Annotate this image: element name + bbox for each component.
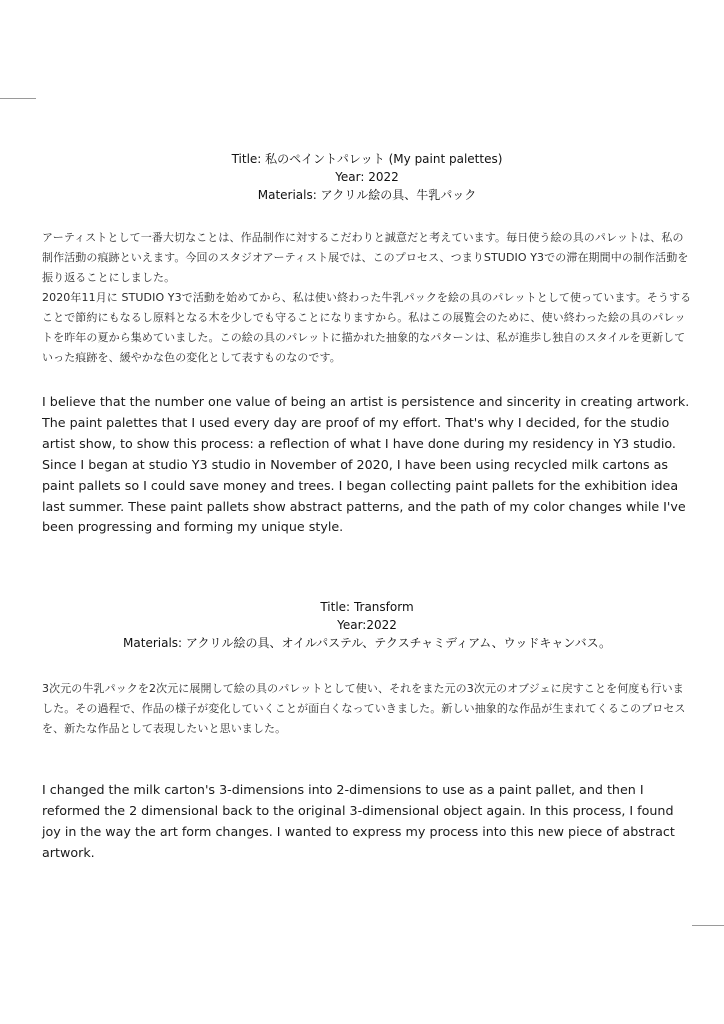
artwork-2-year: Year:2022 xyxy=(337,618,397,632)
artwork-2-heading xyxy=(42,598,692,652)
artwork-1-jp-paragraph-1: アーティストとして一番大切なことは、作品制作に対するこだわりと誠意だと考えています。毎日使う絵の具のパレットは、私の制作活動の痕跡といえます。今回のスタジオアーティスト展では、このプロセス、つまりSTUDIO Y3での滞在期間中の制作活動を振り返ることにしました。 xyxy=(42,231,689,284)
artwork-1-materials: Materials: アクリル絵の具、牛乳パック xyxy=(257,188,477,202)
crop-mark-right xyxy=(692,925,724,926)
crop-mark-left xyxy=(0,98,36,99)
artwork-2-jp-paragraph-1: 3次元の牛乳パックを2次元に展開して絵の具のパレットとして使い、それをまた元の3次元のオブジェに戻すことを何度も行いました。その過程で、作品の様子が変化していくことが面白くなっていきました。新しい抽象的な作品が生まれてくるこのプロセスを、新たな作品として表現したいと思いました。 xyxy=(42,682,686,735)
artwork-1-japanese-text xyxy=(42,228,692,368)
artwork-1-heading xyxy=(42,150,692,204)
artwork-2-english-text xyxy=(42,780,692,864)
artwork-1-english-text xyxy=(42,392,692,538)
artwork-1-en-paragraph: I believe that the number one value of being an artist is persistence and sincerity in creating artwork. The paint palettes that I used every day are proof of my effort. That's why I decided, for the studio artist show, to show this process: a reflection of what I have done during my residency in Y3 studio. Since I began at studio Y3 studio in November of 2020, I have been using recycled milk cartons as paint pallets so I could save money and trees. I began collecting paint pallets for the exhibition idea last summer. These paint pallets show abstract patterns, and the path of my color changes while I've been progressing and forming my unique style. xyxy=(42,394,690,535)
artwork-2-japanese-text xyxy=(42,679,692,739)
artwork-2-materials: Materials: アクリル絵の具、オイルパステル、テクスチャミディアム、ウッドキャンバス。 xyxy=(123,636,611,650)
artwork-1-title: Title: 私のペイントパレット (My paint palettes) xyxy=(231,152,503,166)
artwork-2-en-paragraph: I changed the milk carton's 3-dimensions into 2-dimensions to use as a paint pallet, and then I reformed the 2 dimensional back to the original 3-dimensional object again. In this process, I found joy in the way the art form changes. I wanted to express my process into this new piece of abstract artwork. xyxy=(42,782,675,860)
artwork-1-year: Year: 2022 xyxy=(335,170,399,184)
artwork-2-title: Title: Transform xyxy=(320,600,414,614)
artwork-1-jp-paragraph-2: 2020年11月に STUDIO Y3で活動を始めてから、私は使い終わった牛乳パックを絵の具のパレットとして使っています。そうすることで節約にもなるし原料となる木を少しでも守ることになりますから。私はこの展覧会のために、使い終わった絵の具のパレットを昨年の夏から集めていました。この絵の具のパレットに描かれた抽象的なパターンは、私が進歩し独自のスタイルを更新していった痕跡を、緩やかな色の変化として表すものなのです。 xyxy=(42,291,692,364)
